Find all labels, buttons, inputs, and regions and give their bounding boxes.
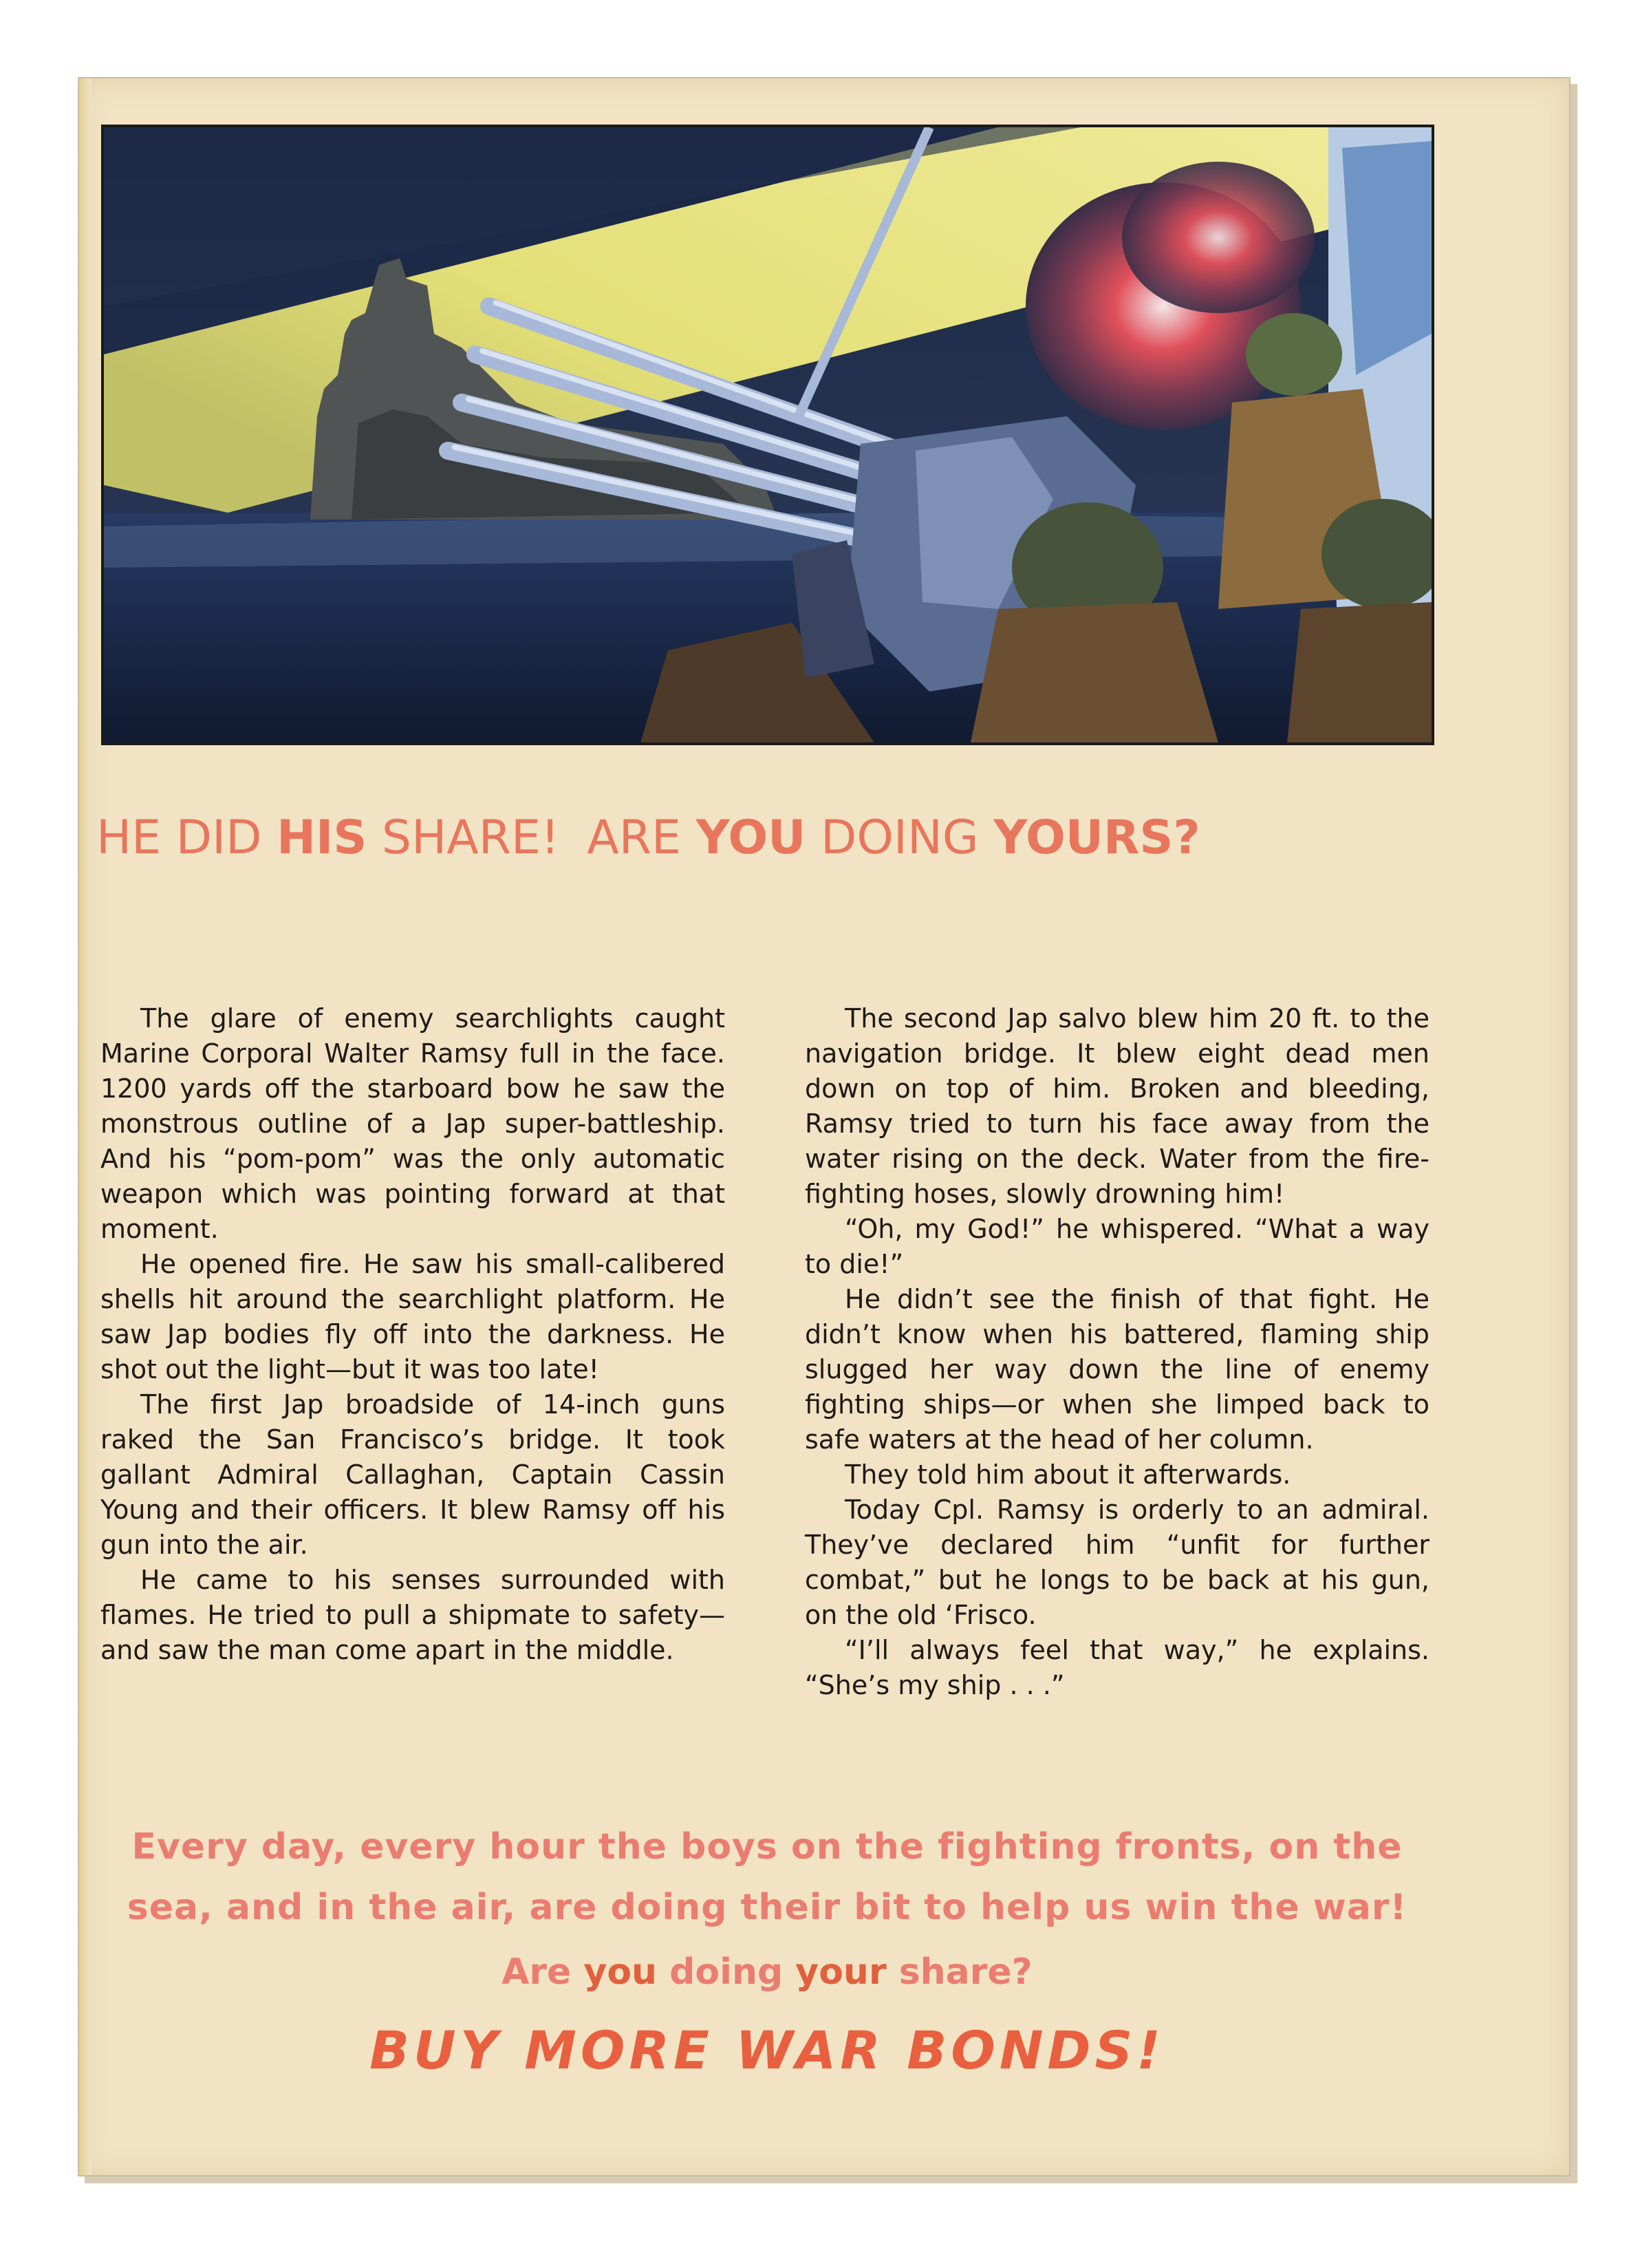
headline-part-6: DOING: [806, 811, 994, 865]
question-your: your: [795, 1951, 887, 1993]
headline-his: HIS: [277, 811, 367, 865]
headline: [96, 811, 1438, 865]
article-left-column: [100, 1001, 725, 1668]
question-part-3: doing: [657, 1951, 796, 1993]
question-part-5: share?: [886, 1951, 1033, 1993]
article-paragraph: “Oh, my God!” he whispered. “What a way to die!”: [805, 1214, 1429, 1279]
article-paragraph: The first Jap broadside of 14-inch guns raked the San Francisco’s bridge. It took gallant Admiral Callaghan, Captain Cassin Young and their officers. It blew Ramsy off his gun into the air.: [100, 1389, 725, 1560]
headline-part-3: SHARE!: [367, 811, 560, 865]
war-bonds-slogan: BUY MORE WAR BONDS!: [369, 2020, 1165, 2081]
article-paragraph: The second Jap salvo blew him 20 ft. to the navigation bridge. It blew eight dead men down on top of him. Broken and bleeding, Ramsy tried to turn his face away from the water rising on the deck. Water from the fire-fighting hoses, slowly drowning him!: [805, 1003, 1429, 1209]
call-to-action-question: [96, 1942, 1438, 2002]
article-columns: [100, 1001, 1429, 1786]
question-you: you: [583, 1951, 658, 1993]
article-paragraph: He opened fire. He saw his small-calibered shells hit around the searchlight platform. He saw Jap bodies fly off into the darkness. He shot out the light—but it was too late!: [100, 1249, 725, 1384]
article-paragraph: He didn’t see the finish of that fight. He didn’t know when his battered, flaming ship slugged her way down the line of enemy fighting ships—or when she limped back to safe waters at the head of her column.: [805, 1284, 1429, 1455]
article-paragraph: The glare of enemy searchlights caught Marine Corporal Walter Ramsy full in the face. 1200 yards off the starboard bow he saw the monstrous outline of a Jap super-battleship. And his “pom-pom” was the only automatic weapon which was pointing forward at that moment.: [100, 1003, 725, 1244]
battleship-gun-crew-illustration: [101, 125, 1434, 745]
article-paragraph: He came to his senses surrounded with flames. He tried to pull a shipmate to safety—and saw the man come apart in the middle.: [100, 1565, 725, 1665]
article-paragraph: Today Cpl. Ramsy is orderly to an admiral. They’ve declared him “unfit for further combat,” but he longs to be back at his gun, on the old ‘Frisco.: [805, 1495, 1429, 1630]
headline-part-1: HE DID: [96, 811, 277, 865]
page-edge: [79, 78, 91, 2175]
headline-you: YOU: [695, 811, 806, 865]
question-part-1: Are: [501, 1951, 584, 1993]
article-right-column: [805, 1001, 1429, 1703]
article-paragraph: “I’ll always feel that way,” he explains. “She’s my ship . . .”: [805, 1635, 1429, 1700]
article-paragraph: They told him about it afterwards.: [845, 1459, 1291, 1490]
call-to-action-text: Every day, every hour the boys on the fighting fronts, on the sea, and in the air, are doing their bit to help us win the war!: [127, 1826, 1407, 1928]
headline-yours: YOURS?: [993, 811, 1200, 865]
illustration-artwork: [104, 127, 1432, 742]
headline-part-4: ARE: [587, 811, 696, 865]
